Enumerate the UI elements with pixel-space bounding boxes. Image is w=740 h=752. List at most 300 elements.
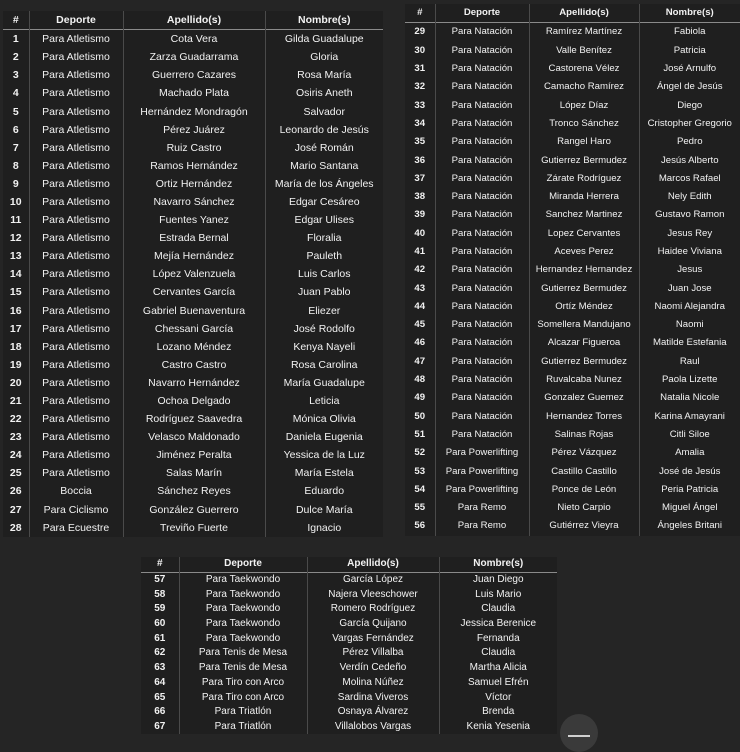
cell-nombres: Naomi [675,319,704,331]
cell-deporte: Para Tenis de Mesa [179,661,307,676]
cell-apellidos: Ortiz Hernández [123,175,265,193]
cell-deporte: Para Natación [435,133,529,151]
cell-apellidos: Camacho Ramírez [529,78,639,96]
cell-num: 47 [405,353,435,371]
cell-num: 39 [405,206,435,224]
table-row [141,646,557,661]
cell-apellidos: Pérez Juárez [123,121,265,139]
cell-apellidos: Jiménez Peralta [123,446,265,464]
table-row [3,193,383,211]
cell-apellidos: Cervantes García [123,283,265,301]
cell-num: 11 [3,211,29,229]
cell-apellidos: Sardina Viveros [307,690,439,705]
cell-nombres: Karina Amayrani [654,410,725,422]
cell-nombres: José Román [294,141,354,154]
cell-num: 16 [3,302,29,320]
cell-num: 26 [3,482,29,500]
cell-nombres: Paola Lizette [662,374,718,386]
cell-nombres: Rosa Carolina [290,358,358,371]
table-row [405,371,740,389]
cell-deporte: Para Natación [435,426,529,444]
cell-deporte: Para Atletismo [29,283,123,301]
cell-apellidos: Chessani García [123,320,265,338]
cell-apellidos: Ruiz Castro [123,139,265,157]
cell-nombres: Ignacio [307,521,342,534]
cell-num: 30 [405,42,435,60]
roster-table-1 [3,11,383,537]
cell-num: 13 [3,247,29,265]
cell-nombres: Patricia [673,44,706,56]
table-row [3,229,383,247]
cell-num: 36 [405,151,435,169]
cell-apellidos: Osnaya Álvarez [307,705,439,720]
cell-num: 40 [405,225,435,243]
cell-deporte: Para Natación [435,188,529,206]
table-row [405,499,740,517]
cell-num: 67 [141,720,179,735]
cell-deporte: Para Atletismo [29,139,123,157]
table-row [141,631,557,646]
cell-apellidos: Navarro Sánchez [123,193,265,211]
cell-apellidos: Gutiérrez Vieyra [529,517,639,535]
cell-apellidos: López Díaz [529,96,639,114]
cell-num: 41 [405,243,435,261]
cell-nombres: Citli Siloe [669,428,710,440]
cell-nombres: Matilde Estefania [652,337,727,349]
cell-deporte: Para Natación [435,23,529,42]
cell-deporte: Para Atletismo [29,464,123,482]
cell-deporte: Para Taekwondo [179,602,307,617]
cell-deporte: Para Atletismo [29,320,123,338]
header-row [141,557,557,572]
cell-apellidos: Gutierrez Bermudez [529,353,639,371]
table-row [405,316,740,334]
scroll-indicator[interactable] [560,714,598,752]
table-row [3,48,383,66]
cell-nombres: Samuel Efrén [467,676,529,688]
cell-num: 59 [141,602,179,617]
cell-apellidos: Ramírez Martínez [529,23,639,42]
cell-num: 48 [405,371,435,389]
header-row [3,11,383,30]
cell-num: 22 [3,410,29,428]
cell-deporte: Para Natación [435,96,529,114]
cell-deporte: Para Atletismo [29,193,123,211]
cell-deporte: Para Triatlón [179,705,307,720]
table-row [405,389,740,407]
cell-apellidos: Rodríguez Saavedra [123,410,265,428]
cell-nombres: Dulce María [295,503,353,516]
table-row [405,42,740,60]
table-row [3,139,383,157]
cell-deporte: Para Natación [435,316,529,334]
table-row [405,444,740,462]
cell-num: 55 [405,499,435,517]
cell-nombres: Jessica Berenice [460,618,537,630]
table-row [405,426,740,444]
cell-deporte: Para Atletismo [29,247,123,265]
cell-num: 20 [3,374,29,392]
roster-table-3 [141,557,557,734]
cell-apellidos: García Quijano [307,617,439,632]
cell-num: 5 [3,102,29,120]
cell-nombres: Gilda Guadalupe [284,33,364,46]
cell-deporte: Para Taekwondo [179,617,307,632]
cell-deporte: Para Atletismo [29,121,123,139]
table-row [3,66,383,84]
cell-nombres: Juan Jose [667,282,712,294]
cell-apellidos: Gutierrez Bermudez [529,279,639,297]
cell-apellidos: López Valenzuela [123,265,265,283]
table-row [3,102,383,120]
cell-num: 4 [3,84,29,102]
table-row [405,188,740,206]
cell-nombres: Brenda [482,706,515,718]
table-row [405,298,740,316]
table-row [3,283,383,301]
cell-nombres: Peria Patricia [661,483,719,495]
cell-num: 42 [405,261,435,279]
cell-num: 66 [141,705,179,720]
cell-apellidos: Tronco Sánchez [529,115,639,133]
cell-nombres: Rosa María [297,69,352,82]
cell-deporte: Para Ciclismo [29,501,123,519]
cell-apellidos: Sánchez Reyes [123,482,265,500]
cell-apellidos: Sanchez Martinez [529,206,639,224]
table-row [3,121,383,139]
cell-apellidos: Fuentes Yanez [123,211,265,229]
cell-apellidos: Gonzalez Guemez [529,389,639,407]
cell-num: 3 [3,66,29,84]
scroll-indicator-bar-icon [568,735,590,737]
cell-deporte: Para Powerlifting [435,481,529,499]
table-row [405,206,740,224]
cell-num: 32 [405,78,435,96]
cell-deporte: Para Powerlifting [435,462,529,480]
cell-num: 51 [405,426,435,444]
cell-apellidos: Zarza Guadarrama [123,48,265,66]
cell-deporte: Para Atletismo [29,356,123,374]
cell-deporte: Para Natación [435,115,529,133]
cell-num: 57 [141,572,179,587]
cell-apellidos: Machado Plata [123,84,265,102]
table-row [3,374,383,392]
cell-apellidos: Rangel Haro [529,133,639,151]
cell-nombres: Kenya Nayeli [293,340,356,353]
cell-deporte: Para Taekwondo [179,587,307,602]
cell-nombres: Jesús Alberto [660,154,719,166]
cell-deporte: Para Natación [435,298,529,316]
table-row [405,225,740,243]
cell-num: 65 [141,690,179,705]
cell-nombres: Leonardo de Jesús [279,123,369,136]
cell-deporte: Para Triatlón [179,720,307,735]
header-nombres: Nombre(s) [473,558,524,570]
table-row [3,482,383,500]
cell-deporte: Para Natación [435,371,529,389]
cell-apellidos: Castorena Vélez [529,60,639,78]
table-row [141,661,557,676]
cell-num: 58 [141,587,179,602]
cell-apellidos: García López [307,572,439,587]
header-num: # [141,557,179,572]
cell-deporte: Para Atletismo [29,446,123,464]
cell-num: 54 [405,481,435,499]
cell-deporte: Para Natación [435,243,529,261]
header-nombres: Nombre(s) [297,14,351,27]
cell-apellidos: Verdín Cedeño [307,661,439,676]
cell-apellidos: Miranda Herrera [529,188,639,206]
cell-apellidos: Estrada Bernal [123,229,265,247]
cell-apellidos: González Guerrero [123,501,265,519]
cell-deporte: Para Natación [435,334,529,352]
cell-apellidos: Velasco Maldonado [123,428,265,446]
table-row [3,338,383,356]
cell-nombres: Claudia [481,603,516,615]
table-row [3,84,383,102]
cell-deporte: Para Tenis de Mesa [179,646,307,661]
cell-nombres: Juan Pablo [297,286,351,299]
table-row [141,690,557,705]
cell-num: 7 [3,139,29,157]
table-row [3,302,383,320]
table-row [3,392,383,410]
cell-apellidos: Mejía Hernández [123,247,265,265]
cell-apellidos: Salinas Rojas [529,426,639,444]
cell-nombres: Jesus Rey [667,227,713,239]
cell-deporte: Para Atletismo [29,338,123,356]
cell-num: 60 [141,617,179,632]
cell-num: 46 [405,334,435,352]
cell-deporte: Para Natación [435,170,529,188]
cell-num: 33 [405,96,435,114]
cell-num: 15 [3,283,29,301]
cell-num: 21 [3,392,29,410]
cell-apellidos: Aceves Perez [529,243,639,261]
cell-nombres: Osiris Aneth [295,87,353,100]
table-row [3,410,383,428]
cell-num: 24 [3,446,29,464]
cell-apellidos: Vargas Fernández [307,631,439,646]
table-row [3,247,383,265]
cell-apellidos: Zárate Rodríguez [529,170,639,188]
cell-nombres: Ángel de Jesús [656,81,723,93]
cell-apellidos: Guerrero Cazares [123,66,265,84]
cell-num: 25 [3,464,29,482]
cell-deporte: Para Atletismo [29,374,123,392]
cell-deporte: Para Atletismo [29,392,123,410]
cell-apellidos: Molina Núñez [307,676,439,691]
cell-apellidos: Ortíz Méndez [529,298,639,316]
cell-nombres: Martha Alicia [469,662,527,674]
cell-num: 52 [405,444,435,462]
cell-nombres: Leticia [309,395,340,408]
cell-apellidos: Nieto Carpio [529,499,639,517]
table-row [141,572,557,587]
table-row [405,462,740,480]
table-row [405,279,740,297]
cell-nombres: Natalia Nicole [660,392,720,404]
cell-deporte: Para Remo [435,517,529,535]
table-row [405,261,740,279]
cell-apellidos: Ochoa Delgado [123,392,265,410]
header-deporte: Deporte [29,11,123,30]
cell-num: 56 [405,517,435,535]
cell-nombres: Edgar Cesáreo [288,195,360,208]
cell-apellidos: Ponce de León [529,481,639,499]
table-row [141,602,557,617]
header-apellidos: Apellido(s) [307,557,439,572]
cell-deporte: Para Natación [435,408,529,426]
cell-nombres: Luis Carlos [297,268,351,281]
cell-apellidos: Treviño Fuerte [123,519,265,537]
cell-nombres: Fernanda [476,632,520,644]
table-row [405,517,740,535]
table-row [405,23,740,42]
cell-num: 29 [405,23,435,42]
cell-num: 19 [3,356,29,374]
cell-nombres: José de Jesús [659,465,721,477]
cell-deporte: Para Natación [435,60,529,78]
cell-nombres: Eliezer [308,304,341,317]
cell-nombres: Víctor [485,691,512,703]
cell-nombres: Kenia Yesenia [466,720,530,732]
cell-nombres: Pauleth [306,250,343,263]
cell-apellidos: Romero Rodríguez [307,602,439,617]
cell-deporte: Para Natación [435,206,529,224]
cell-deporte: Para Natación [435,225,529,243]
table-row [141,720,557,735]
table-row [405,408,740,426]
cell-num: 28 [3,519,29,537]
cell-num: 14 [3,265,29,283]
table-row [3,501,383,519]
table-row [405,133,740,151]
cell-deporte: Para Natación [435,78,529,96]
cell-deporte: Para Tiro con Arco [179,676,307,691]
cell-num: 49 [405,389,435,407]
cell-deporte: Boccia [29,482,123,500]
table-row [141,587,557,602]
table-row [3,30,383,49]
cell-nombres: Marcos Rafael [658,172,721,184]
cell-nombres: Raul [679,355,700,367]
cell-nombres: José Rodolfo [293,322,355,335]
cell-deporte: Para Atletismo [29,66,123,84]
cell-nombres: Juan Diego [472,574,524,586]
cell-deporte: Para Natación [435,151,529,169]
cell-num: 23 [3,428,29,446]
cell-nombres: Cristopher Gregorio [647,117,732,129]
cell-num: 38 [405,188,435,206]
cell-apellidos: Hernández Mondragón [123,102,265,120]
cell-num: 8 [3,157,29,175]
cell-deporte: Para Natación [435,389,529,407]
table-row [405,170,740,188]
cell-deporte: Para Atletismo [29,410,123,428]
cell-apellidos: Najera Vleeschower [307,587,439,602]
cell-deporte: Para Tiro con Arco [179,690,307,705]
table-row [3,211,383,229]
table-row [405,96,740,114]
cell-apellidos: Lopez Cervantes [529,225,639,243]
cell-apellidos: Ramos Hernández [123,157,265,175]
cell-num: 61 [141,631,179,646]
cell-nombres: Nely Edith [667,191,712,203]
cell-num: 43 [405,279,435,297]
cell-num: 31 [405,60,435,78]
cell-deporte: Para Natación [435,261,529,279]
cell-deporte: Para Atletismo [29,211,123,229]
cell-apellidos: Hernandez Hernandez [529,261,639,279]
cell-num: 53 [405,462,435,480]
cell-nombres: Gustavo Ramon [655,209,725,221]
cell-num: 9 [3,175,29,193]
cell-num: 27 [3,501,29,519]
header-apellidos: Apellido(s) [123,11,265,30]
table-row [3,428,383,446]
cell-nombres: Mario Santana [290,159,359,172]
table-row [405,78,740,96]
cell-apellidos: Navarro Hernández [123,374,265,392]
cell-nombres: Fabiola [674,26,706,38]
cell-num: 62 [141,646,179,661]
cell-deporte: Para Atletismo [29,175,123,193]
cell-deporte: Para Atletismo [29,157,123,175]
table-row [3,175,383,193]
table-row [3,356,383,374]
cell-num: 37 [405,170,435,188]
header-num: # [405,4,435,23]
cell-nombres: Edgar Ulises [294,214,355,227]
header-deporte: Deporte [179,557,307,572]
cell-deporte: Para Natación [435,279,529,297]
cell-nombres: Daniela Eugenia [285,431,363,444]
cell-nombres: María Estela [294,467,354,480]
cell-apellidos: Ruvalcaba Nunez [529,371,639,389]
cell-num: 17 [3,320,29,338]
cell-nombres: Gloria [310,51,339,64]
cell-deporte: Para Taekwondo [179,572,307,587]
cell-deporte: Para Powerlifting [435,444,529,462]
cell-num: 10 [3,193,29,211]
cell-nombres: Salvador [303,105,345,118]
cell-deporte: Para Ecuestre [29,519,123,537]
cell-nombres: Floralia [307,232,342,245]
cell-deporte: Para Natación [435,353,529,371]
cell-num: 6 [3,121,29,139]
cell-apellidos: Villalobos Vargas [307,720,439,735]
cell-apellidos: Valle Benítez [529,42,639,60]
table-row [3,446,383,464]
table-row [3,157,383,175]
cell-nombres: Naomi Alejandra [654,300,725,312]
cell-nombres: Haidee Viviana [657,246,722,257]
cell-nombres: José Arnulfo [663,63,717,75]
cell-nombres: María de los Ángeles [274,177,374,190]
roster-table-2 [405,4,740,536]
cell-nombres: Jesus [677,264,703,276]
table-row [141,705,557,720]
cell-deporte: Para Atletismo [29,102,123,120]
cell-deporte: Para Atletismo [29,229,123,247]
cell-apellidos: Somellera Mandujano [529,316,639,334]
table-row [141,676,557,691]
cell-nombres: Claudia [481,647,516,659]
cell-deporte: Para Atletismo [29,48,123,66]
cell-nombres: Pedro [676,136,703,148]
cell-num: 34 [405,115,435,133]
